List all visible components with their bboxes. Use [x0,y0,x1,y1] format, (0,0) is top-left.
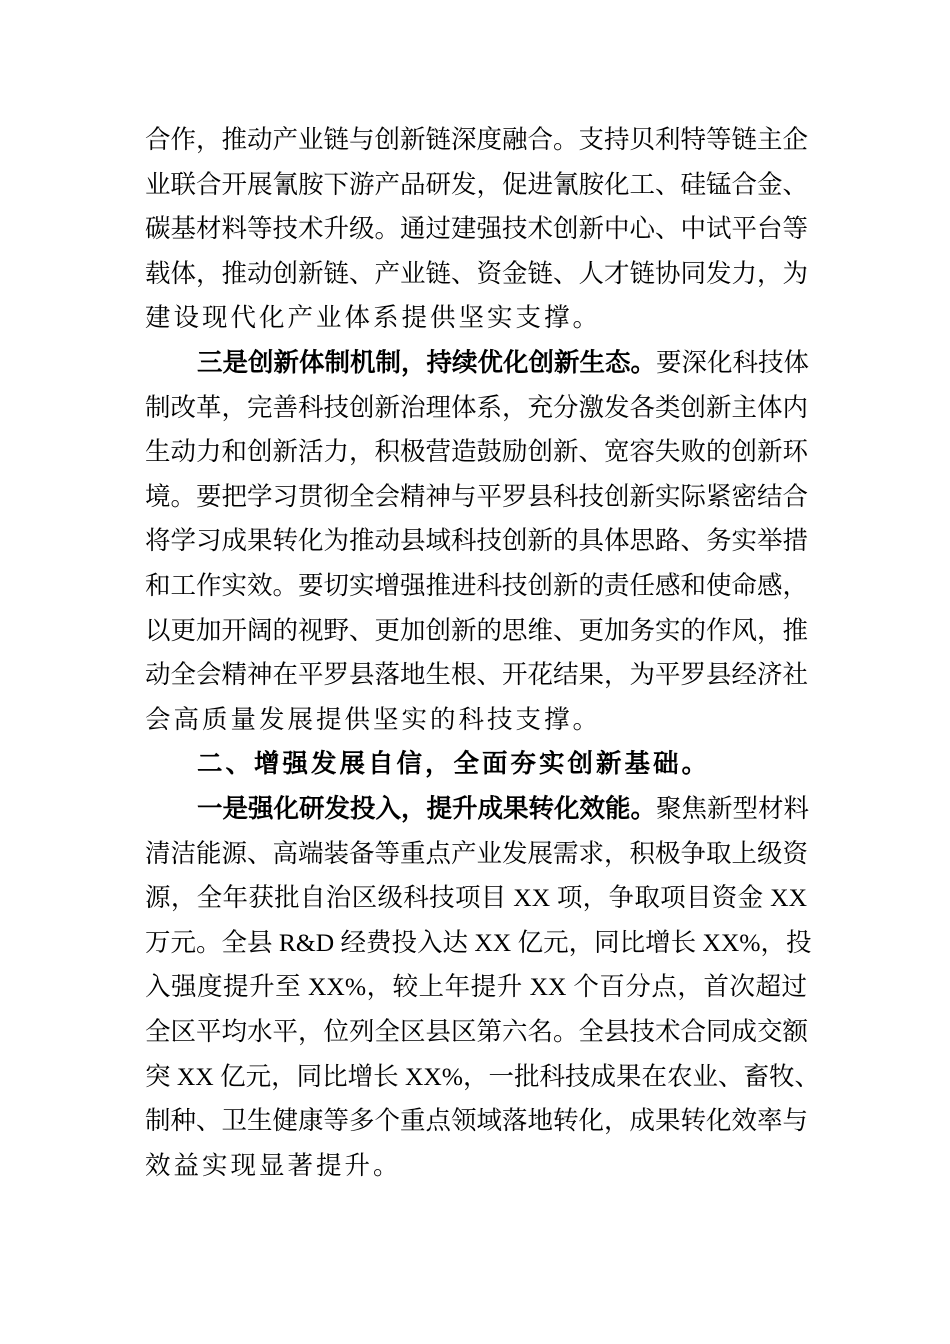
line-text: 要深化科技体 [656,348,810,377]
text-line [145,521,807,561]
line-text: 载体，推动创新链、产业链、资金链、人才链协同发力，为 [145,258,809,288]
text-line [145,923,812,963]
line-text: 源，全年获批自治区级科技项目 XX 项，争取项目资金 XX [145,883,807,913]
line-text: 以更加开阔的视野、更加创新的思维、更加务实的作风，推 [145,615,809,645]
line-text: 将学习成果转化为推动县域科技创新的具体思路、务实举措 [145,526,809,556]
text-line [145,432,807,472]
text-line [145,1146,807,1186]
line-text: 业联合开展氰胺下游产品研发，促进氰胺化工、硅锰合金、 [145,169,809,199]
text-line [197,789,810,829]
text-line [145,1057,821,1097]
line-text: 会高质量发展提供坚实的科技支撑。 [145,704,602,734]
text-line [197,343,810,383]
text-line [145,477,807,517]
text-line [145,388,807,428]
section-heading [197,744,807,784]
line-text: 入强度提升至 XX%，较上年提升 XX 个百分点，首次超过 [145,972,807,1002]
text-line [145,165,807,205]
text-line [145,611,807,651]
text-line [145,967,807,1007]
line-text: 聚焦新型材料 [656,794,810,823]
line-text: 突 XX 亿元，同比增长 XX%，一批科技成果在农业、畜牧、 [145,1061,821,1091]
text-line [145,700,807,740]
text-line [145,566,807,606]
line-text: 碳基材料等技术升级。通过建强技术创新中心、中试平台等 [145,214,809,244]
line-text: 效益实现显著提升。 [145,1150,402,1180]
line-text: 和工作实效。要切实增强推进科技创新的责任感和使命感， [145,571,809,600]
text-line [145,1101,807,1141]
line-text: 动全会精神在平罗县落地生根、开花结果，为平罗县经济社 [145,660,809,690]
text-line [145,1012,807,1052]
text-line [145,834,807,874]
text-line [145,254,807,294]
line-text: 生动力和创新活力，积极营造鼓励创新、宽容失败的创新环 [145,437,809,467]
line-text: 万元。全县 R&D 经费投入达 XX 亿元，同比增长 XX%，投 [145,927,812,957]
line-text: 全区平均水平，位列全区县区第六名。全县技术合同成交额 [145,1017,809,1046]
text-line [145,209,807,249]
line-text: 建设现代化产业体系提供坚实支撑。 [145,303,602,333]
line-text: 合作，推动产业链与创新链深度融合。支持贝利特等链主企 [145,125,809,154]
line-text: 制种、卫生健康等多个重点领域落地转化，成果转化效率与 [145,1106,809,1136]
bold-lead-text: 三是创新体制机制，持续优化创新生态。 [197,348,657,377]
line-text: 境。要把学习贯彻全会精神与平罗县科技创新实际紧密结合 [145,481,809,511]
line-text: 清洁能源、高端装备等重点产业发展需求，积极争取上级资 [145,838,809,868]
text-line [145,655,807,695]
text-line [145,120,807,160]
bold-lead-text: 二、增强发展自信，全面夯实创新基础。 [197,749,711,779]
text-line [145,878,807,918]
line-text: 制改革，完善科技创新治理体系，充分激发各类创新主体内 [145,392,809,422]
bold-lead-text: 一是强化研发投入，提升成果转化效能。 [197,794,657,823]
text-line [145,298,807,338]
